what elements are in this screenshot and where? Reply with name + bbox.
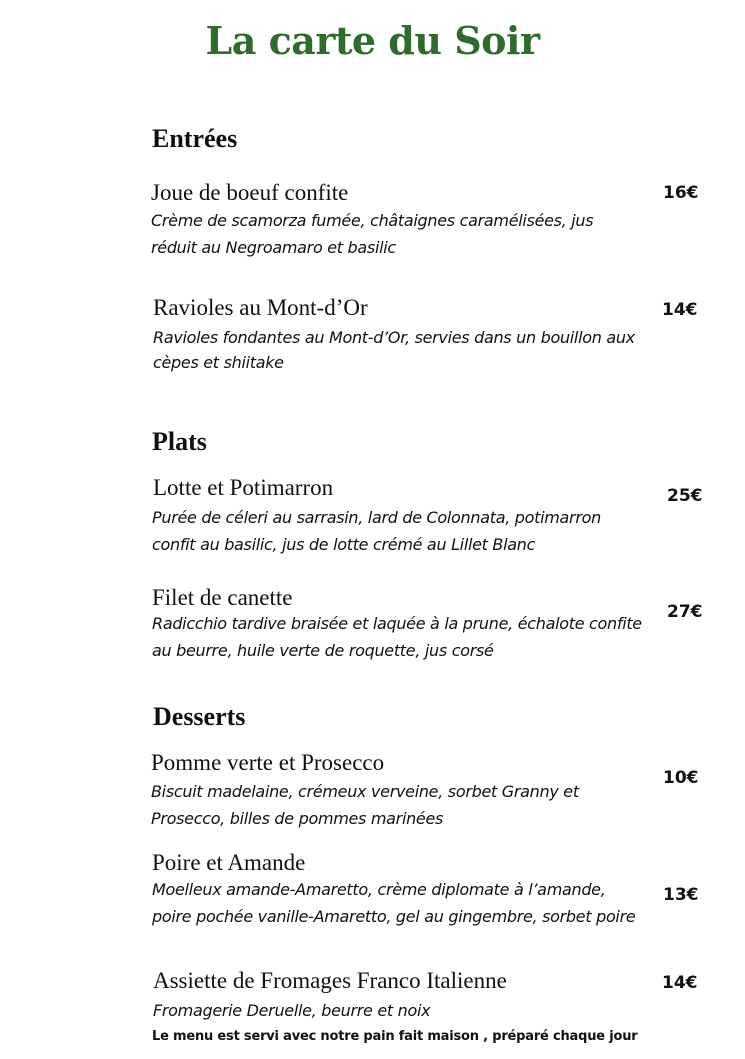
dish-description: Purée de céleri au sarrasin, lard de Colonnata, potimarron confit au basilic, jus de lotte crémé au Lillet Blanc bbox=[152, 508, 601, 554]
dish-price: 13€ bbox=[663, 885, 699, 905]
dish-name: Filet de canette bbox=[152, 585, 293, 610]
dish-price: 10€ bbox=[663, 768, 699, 788]
section-heading-entrees: Entrées bbox=[152, 124, 238, 153]
dish-name: Joue de boeuf confite bbox=[151, 180, 349, 205]
dish-description: Crème de scamorza fumée, châtaignes caramélisées, jus réduit au Negroamaro et basilic bbox=[151, 211, 594, 257]
menu-footer-note: Le menu est servi avec notre pain fait maison , préparé chaque jour bbox=[152, 1029, 638, 1044]
dish-price: 27€ bbox=[667, 602, 703, 622]
dish-description: Ravioles fondantes au Mont-d’Or, servies dans un bouillon aux cèpes et shiitake bbox=[153, 328, 635, 372]
menu-title: La carte du Soir bbox=[205, 18, 540, 63]
dish-name: Poire et Amande bbox=[152, 850, 306, 875]
dish-description: Fromagerie Deruelle, beurre et noix bbox=[153, 1001, 431, 1020]
dish-name: Ravioles au Mont-d’Or bbox=[153, 295, 368, 320]
dish-price: 16€ bbox=[663, 183, 699, 203]
dish-description: Radicchio tardive braisée et laquée à la prune, échalote confite au beurre, huile verte de roquette, jus corsé bbox=[152, 614, 642, 660]
dish-name: Assiette de Fromages Franco Italienne bbox=[153, 968, 507, 993]
dish-description: Biscuit madelaine, crémeux verveine, sorbet Granny et Prosecco, billes de pommes marinées bbox=[151, 782, 579, 828]
dish-description: Moelleux amande-Amaretto, crème diplomate à l’amande, poire pochée vanille-Amaretto, gel au gingembre, sorbet poire bbox=[152, 880, 636, 926]
dish-name: Pomme verte et Prosecco bbox=[151, 750, 385, 775]
section-heading-desserts: Desserts bbox=[153, 702, 246, 731]
section-heading-plats: Plats bbox=[152, 427, 207, 456]
dish-price: 25€ bbox=[667, 486, 703, 506]
dish-price: 14€ bbox=[662, 973, 698, 993]
dish-name: Lotte et Potimarron bbox=[153, 475, 334, 500]
dish-price: 14€ bbox=[662, 300, 698, 320]
